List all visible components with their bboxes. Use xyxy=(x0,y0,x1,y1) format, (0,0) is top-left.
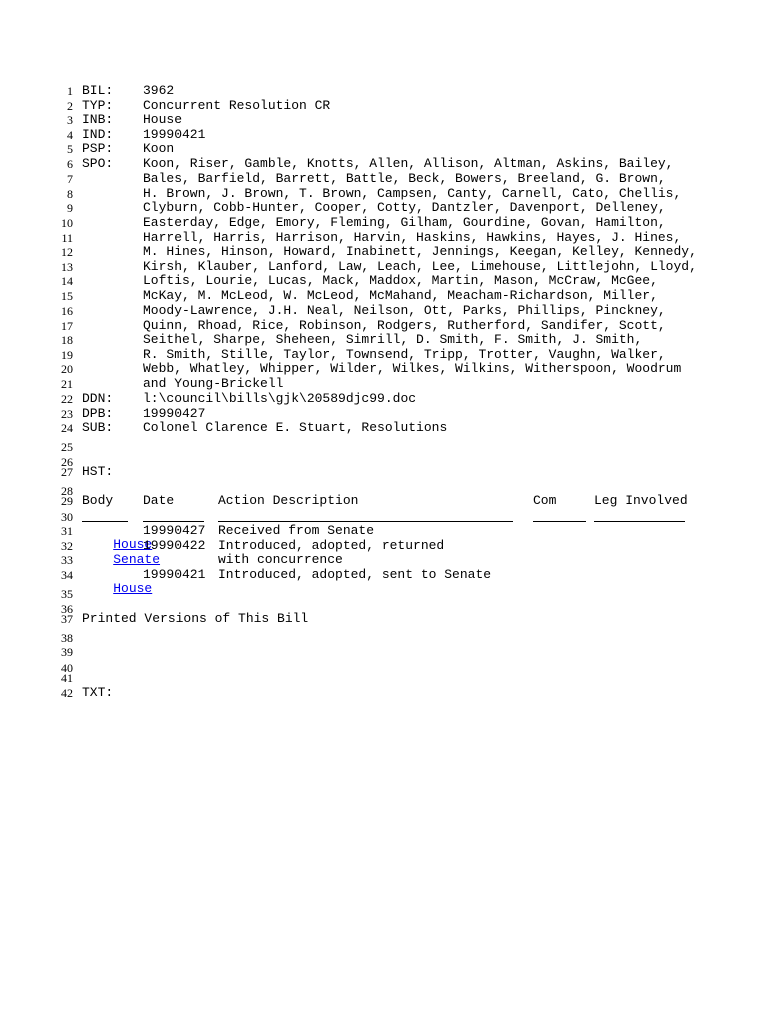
line-number: 1 xyxy=(67,84,73,98)
divider xyxy=(594,521,685,522)
history-action: with concurrence xyxy=(218,552,343,567)
line-number: 14 xyxy=(61,274,73,288)
sponsor-line: Bales, Barfield, Barrett, Battle, Beck, Bowers, Breeland, G. Brown, xyxy=(143,171,666,186)
line-number: 5 xyxy=(67,142,73,156)
line-number: 12 xyxy=(61,245,73,259)
sponsor-line: Clyburn, Cobb-Hunter, Cooper, Cotty, Dantzler, Davenport, Delleney, xyxy=(143,200,666,215)
divider xyxy=(533,521,586,522)
inb-value: House xyxy=(143,112,183,127)
line-number: 37 xyxy=(61,612,73,626)
ind-label: IND: xyxy=(82,127,114,142)
sponsor-line: Quinn, Rhoad, Rice, Robinson, Rodgers, Rutherford, Sandifer, Scott, xyxy=(143,318,666,333)
hst-label: HST: xyxy=(82,464,114,479)
sponsor-line: R. Smith, Stille, Taylor, Townsend, Tripp, Trotter, Vaughn, Walker, xyxy=(143,347,666,362)
typ-value: Concurrent Resolution CR xyxy=(143,98,331,113)
line-number: 9 xyxy=(67,201,73,215)
line-number: 17 xyxy=(61,319,73,333)
line-number: 30 xyxy=(61,510,73,524)
line-number: 18 xyxy=(61,333,73,347)
sponsor-line: McKay, M. McLeod, W. McLeod, McMahand, Meacham-Richardson, Miller, xyxy=(143,288,658,303)
line-number: 32 xyxy=(61,539,73,553)
line-number: 35 xyxy=(61,587,73,601)
typ-label: TYP: xyxy=(82,98,114,113)
psp-label: PSP: xyxy=(82,141,114,156)
line-number: 10 xyxy=(61,216,73,230)
dpb-value: 19990427 xyxy=(143,406,206,421)
sub-value: Colonel Clarence E. Stuart, Resolutions xyxy=(143,420,448,435)
history-action: Introduced, adopted, returned xyxy=(218,538,445,553)
sponsor-line: Moody-Lawrence, J.H. Neal, Neilson, Ott, Parks, Phillips, Pinckney, xyxy=(143,303,666,318)
line-number: 19 xyxy=(61,348,73,362)
line-number: 26 xyxy=(61,455,73,469)
history-date: 19990427 xyxy=(143,523,206,538)
line-number: 34 xyxy=(61,568,73,582)
line-number: 16 xyxy=(61,304,73,318)
sponsor-line: M. Hines, Hinson, Howard, Inabinett, Jennings, Keegan, Kelley, Kennedy, xyxy=(143,244,697,259)
line-number: 15 xyxy=(61,289,73,303)
line-number: 39 xyxy=(61,645,73,659)
history-action: Received from Senate xyxy=(218,523,375,538)
body-link-house[interactable]: House xyxy=(113,537,153,552)
sponsor-line: Webb, Whatley, Whipper, Wilder, Wilkes, Wilkins, Witherspoon, Woodrum xyxy=(143,361,682,376)
ddn-label: DDN: xyxy=(82,391,114,406)
line-number: 29 xyxy=(61,494,73,508)
line-number: 20 xyxy=(61,362,73,376)
dpb-label: DPB: xyxy=(82,406,114,421)
line-number: 42 xyxy=(61,686,73,700)
sub-label: SUB: xyxy=(82,420,114,435)
divider xyxy=(82,521,128,522)
ddn-value: l:\council\bills\gjk\20589djc99.doc xyxy=(143,391,417,406)
divider xyxy=(218,521,513,522)
txt-label: TXT: xyxy=(82,685,114,700)
history-header-action: Action Description xyxy=(218,493,359,508)
line-number: 7 xyxy=(67,172,73,186)
line-number: 25 xyxy=(61,440,73,454)
bil-value: 3962 xyxy=(143,83,175,98)
line-number: 36 xyxy=(61,602,73,616)
line-number: 28 xyxy=(61,484,73,498)
bil-label: BIL: xyxy=(82,83,114,98)
sponsor-line: Koon, Riser, Gamble, Knotts, Allen, Allison, Altman, Askins, Bailey, xyxy=(143,156,674,171)
sponsor-line: H. Brown, J. Brown, T. Brown, Campsen, Canty, Carnell, Cato, Chellis, xyxy=(143,186,682,201)
line-number: 23 xyxy=(61,407,73,421)
line-number: 13 xyxy=(61,260,73,274)
ind-value: 19990421 xyxy=(143,127,206,142)
line-number: 22 xyxy=(61,392,73,406)
history-header-body: Body xyxy=(82,493,114,508)
line-number: 2 xyxy=(67,99,73,113)
line-number: 40 xyxy=(61,661,73,675)
history-header-leg: Leg Involved xyxy=(594,493,688,508)
body-link-senate[interactable]: Senate xyxy=(113,552,161,567)
line-number: 6 xyxy=(67,157,73,171)
history-header-date: Date xyxy=(143,493,175,508)
sponsor-line: Seithel, Sharpe, Sheheen, Simrill, D. Smith, F. Smith, J. Smith, xyxy=(143,332,643,347)
line-number: 41 xyxy=(61,671,73,685)
sponsor-line: and Young-Brickell xyxy=(143,376,284,391)
divider xyxy=(143,521,204,522)
line-number: 4 xyxy=(67,128,73,142)
history-date: 19990422 xyxy=(143,538,206,553)
psp-value: Koon xyxy=(143,141,175,156)
line-number: 8 xyxy=(67,187,73,201)
table-row xyxy=(82,568,152,610)
inb-label: INB: xyxy=(82,112,114,127)
line-number: 31 xyxy=(61,524,73,538)
line-number: 38 xyxy=(61,631,73,645)
sponsor-line: Harrell, Harris, Harrison, Harvin, Haskins, Hawkins, Hayes, J. Hines, xyxy=(143,230,682,245)
body-link-house[interactable]: House xyxy=(113,581,153,596)
sponsor-line: Kirsh, Klauber, Lanford, Law, Leach, Lee, Limehouse, Littlejohn, Lloyd, xyxy=(143,259,697,274)
line-number: 24 xyxy=(61,421,73,435)
line-number: 3 xyxy=(67,113,73,127)
line-number: 11 xyxy=(61,231,73,245)
history-action: Introduced, adopted, sent to Senate xyxy=(218,567,492,582)
line-number: 21 xyxy=(61,377,73,391)
history-header-com: Com xyxy=(533,493,557,508)
printed-versions-heading: Printed Versions of This Bill xyxy=(82,611,309,626)
sponsor-line: Easterday, Edge, Emory, Fleming, Gilham, Gourdine, Govan, Hamilton, xyxy=(143,215,666,230)
line-number: 33 xyxy=(61,553,73,567)
spo-label: SPO: xyxy=(82,156,114,171)
history-date: 19990421 xyxy=(143,567,206,582)
line-number: 27 xyxy=(61,465,73,479)
sponsor-line: Loftis, Lourie, Lucas, Mack, Maddox, Martin, Mason, McCraw, McGee, xyxy=(143,273,658,288)
